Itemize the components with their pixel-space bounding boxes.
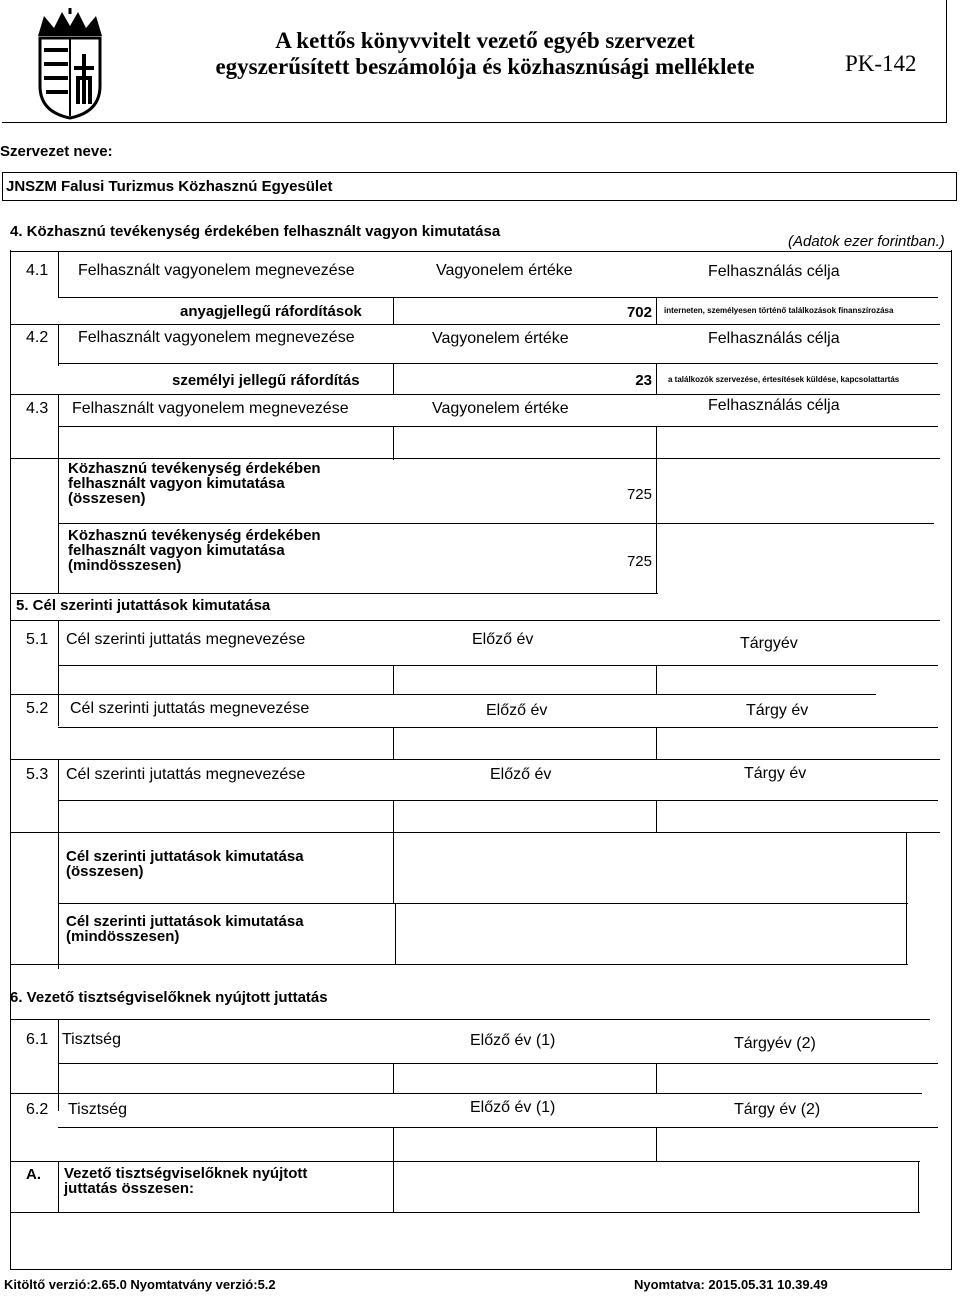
row-4-1-item[interactable]: anyagjellegű ráfordítások	[180, 303, 362, 320]
coat-of-arms-logo	[30, 8, 110, 120]
row-4-3-col-value: Vagyonelem értéke	[432, 400, 569, 417]
section-6-title: 6. Vezető tisztségviselőknek nyújtott juttatás	[10, 989, 328, 1006]
form-title	[140, 28, 830, 80]
section-4-grand-label: Közhasznú tevékenység érdekében felhasznált vagyon kimutatása (mindösszesen)	[68, 527, 321, 574]
section-5-grand-label: Cél szerinti juttatások kimutatása (mindösszesen)	[66, 913, 304, 945]
row-5-3-col-curr: Tárgy év	[744, 765, 807, 782]
row-6-2-col-prev: Előző év (1)	[470, 1099, 556, 1116]
row-6-2-num: 6.2	[26, 1101, 49, 1118]
row-4-1-col-purpose: Felhasználás célja	[708, 263, 840, 280]
row-5-1-col-curr: Tárgyév	[740, 635, 798, 652]
row-4-3-num: 4.3	[26, 400, 49, 417]
row-4-2-col-name: Felhasznált vagyonelem megnevezése	[78, 329, 355, 346]
footer-version: Kitöltő verzió:2.65.0 Nyomtatvány verzió:5.2	[4, 1277, 276, 1292]
row-4-2-col-value: Vagyonelem értéke	[432, 330, 569, 347]
row-5-1-col-name: Cél szerinti juttatás megnevezése	[66, 631, 306, 648]
row-5-1-col-prev: Előző év	[472, 631, 534, 648]
row-5-2-col-name: Cél szerinti juttatás megnevezése	[70, 700, 310, 717]
row-5-2-num: 5.2	[26, 700, 49, 717]
section-4-total-value[interactable]: 725	[626, 486, 652, 503]
row-6-1-col-name: Tisztség	[62, 1031, 121, 1048]
row-4-2-item[interactable]: személyi jellegű ráfordítás	[172, 372, 360, 389]
form-code: PK-142	[845, 51, 917, 76]
section-4-grand-value[interactable]: 725	[626, 553, 652, 570]
row-5-2-col-curr: Tárgy év	[746, 702, 809, 719]
section-6-total-label: Vezető tisztségviselőknek nyújtott juttatás összesen:	[64, 1165, 308, 1197]
org-name-value: JNSZM Falusi Turizmus Közhasznú Egyesület	[6, 178, 333, 195]
section-6-total-num: A.	[26, 1166, 41, 1183]
row-4-3-col-purpose: Felhasználás célja	[708, 397, 840, 414]
row-5-3-col-prev: Előző év	[490, 766, 552, 783]
unit-note: (Adatok ezer forintban.)	[788, 233, 945, 250]
row-6-1-col-prev: Előző év (1)	[470, 1032, 556, 1049]
org-name-label: Szervezet neve:	[0, 143, 113, 160]
section-5-title: 5. Cél szerinti jutattások kimutatása	[16, 597, 271, 614]
section-4-total-label: Közhasznú tevékenység érdekében felhasznált vagyon kimutatása (összesen)	[68, 460, 321, 507]
row-5-1-num: 5.1	[26, 631, 49, 648]
form-title-line-2: egyszerűsített beszámolója és közhasznúsági melléklete	[215, 54, 755, 79]
row-4-1-purpose[interactable]: interneten, személyesen történő találkozások finanszírozása	[664, 306, 894, 315]
row-6-2-col-name: Tisztség	[68, 1101, 127, 1118]
row-4-2-purpose[interactable]: a találkozók szervezése, értesítések küldése, kapcsolattartás	[668, 375, 900, 384]
row-6-1-col-curr: Tárgyév (2)	[734, 1035, 816, 1052]
row-4-1-num: 4.1	[26, 262, 49, 279]
row-6-2-col-curr: Tárgy év (2)	[734, 1101, 821, 1118]
row-4-2-col-purpose: Felhasználás célja	[708, 330, 840, 347]
section-5-total-label: Cél szerinti juttatások kimutatása (összesen)	[66, 848, 304, 880]
row-4-1-value[interactable]: 702	[626, 304, 652, 321]
row-5-3-num: 5.3	[26, 766, 49, 783]
row-4-1-col-value: Vagyonelem értéke	[436, 262, 573, 279]
row-4-2-num: 4.2	[26, 329, 49, 346]
row-6-1-num: 6.1	[26, 1031, 49, 1048]
row-4-1-col-name: Felhasznált vagyonelem megnevezése	[78, 262, 355, 279]
row-5-2-col-prev: Előző év	[486, 702, 548, 719]
row-5-3-col-name: Cél szerinti jutattás megnevezése	[66, 766, 306, 783]
row-4-3-col-name: Felhasznált vagyonelem megnevezése	[72, 400, 349, 417]
row-4-2-value[interactable]: 23	[635, 372, 652, 389]
form-title-line-1: A kettős könyvvitelt vezető egyéb szervezet	[275, 28, 695, 53]
footer-printed: Nyomtatva: 2015.05.31 10.39.49	[634, 1277, 828, 1292]
section-4-title: 4. Közhasznú tevékenység érdekében felhasznált vagyon kimutatása	[10, 223, 501, 240]
